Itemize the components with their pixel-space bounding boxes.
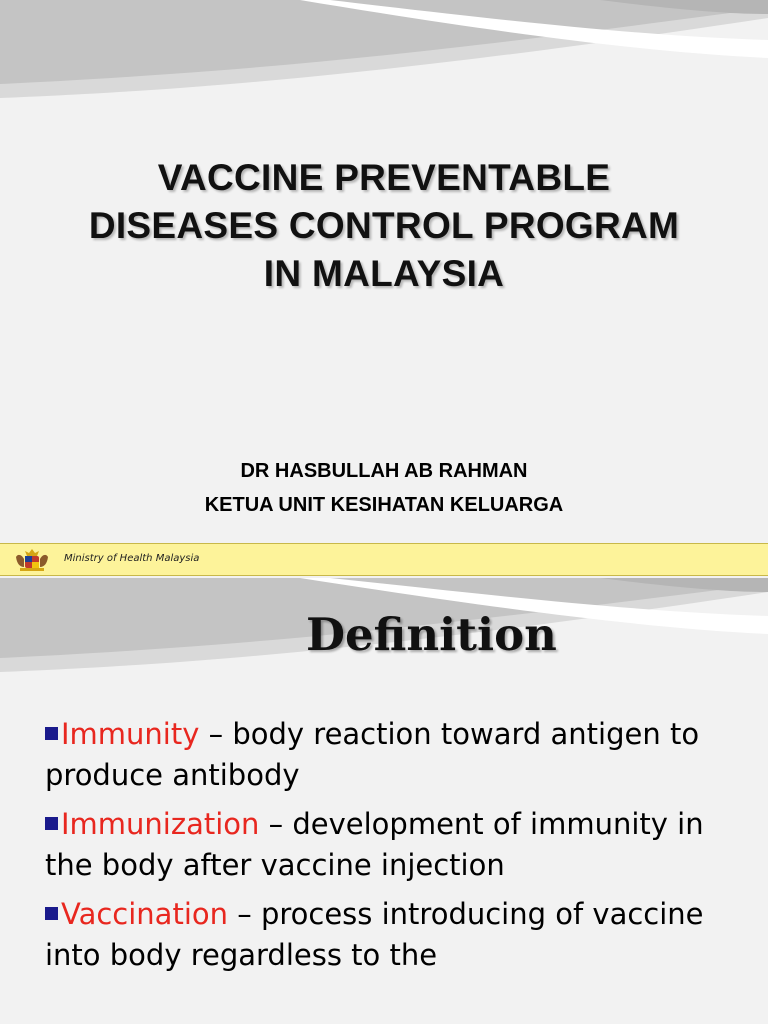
square-bullet-icon <box>45 817 58 830</box>
swoosh-decoration <box>0 0 768 110</box>
definition-term: Immunization <box>61 807 260 841</box>
definition-term: Vaccination <box>61 897 229 931</box>
definition-text: – development of immunity in the body after vaccine injection <box>45 807 704 882</box>
footer-bar <box>0 543 768 576</box>
definition-list <box>45 714 745 984</box>
slide-title <box>0 154 768 298</box>
title-line: VACCINE PREVENTABLE <box>157 157 611 198</box>
title-line: IN MALAYSIA <box>263 253 505 294</box>
square-bullet-icon <box>45 727 58 740</box>
definition-text: – process introducing of vaccine into body regardless to the <box>45 897 704 972</box>
square-bullet-icon <box>45 907 58 920</box>
definition-slide <box>0 578 768 1024</box>
author-position: KETUA UNIT KESIHATAN KELUARGA <box>204 494 564 516</box>
definition-term: Immunity <box>61 717 200 751</box>
list-item <box>45 714 745 796</box>
definition-text: – body reaction toward antigen to produce antibody <box>45 717 700 792</box>
list-item <box>45 804 745 886</box>
title-line: DISEASES CONTROL PROGRAM <box>88 205 680 246</box>
malaysia-coat-of-arms-icon <box>12 547 52 573</box>
ministry-label: Ministry of Health Malaysia <box>64 553 200 564</box>
slide-heading: Definition <box>306 608 557 661</box>
author-block <box>0 454 768 522</box>
list-item <box>45 894 745 976</box>
author-name: DR HASBULLAH AB RAHMAN <box>240 460 528 482</box>
